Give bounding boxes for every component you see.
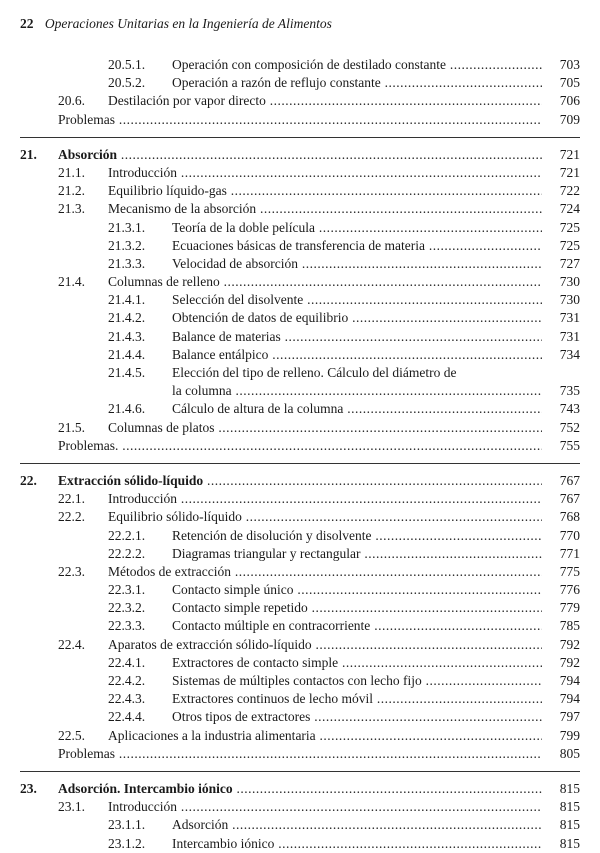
entry-number: 21.4.3. — [108, 328, 146, 344]
entry-number: 22.3.2. — [108, 600, 146, 616]
toc-entry[interactable] — [0, 400, 600, 418]
toc-entry[interactable] — [0, 545, 600, 563]
entry-number: 21.2. — [58, 183, 85, 199]
toc-entry[interactable] — [0, 237, 600, 255]
toc-entry[interactable] — [0, 798, 600, 816]
entry-number: 22.4.4. — [108, 709, 146, 725]
entry-title: Mecanismo de la absorción ..... — [108, 200, 542, 218]
toc-entry[interactable] — [0, 708, 600, 726]
toc-entry[interactable] — [0, 382, 600, 400]
entry-title: Problemas. ..... — [58, 437, 542, 455]
entry-page-number: 815 — [559, 817, 580, 833]
entry-page-number: 805 — [559, 745, 580, 761]
entry-number: 21. — [20, 146, 37, 162]
toc-entry[interactable] — [0, 581, 600, 599]
entry-number: 22.4.3. — [108, 691, 146, 707]
entry-page-number: 724 — [559, 201, 580, 217]
toc-entry[interactable] — [0, 654, 600, 672]
entry-number: 21.4.4. — [108, 346, 146, 362]
toc-problems-entry[interactable] — [0, 437, 600, 455]
entry-page-number: 779 — [559, 600, 580, 616]
toc-entry[interactable] — [0, 364, 600, 382]
toc-entry[interactable] — [0, 255, 600, 273]
entry-number: 21.3.1. — [108, 219, 146, 235]
entry-page-number: 743 — [559, 401, 580, 417]
entry-page-number: 709 — [559, 111, 580, 127]
entry-number: 22.4.1. — [108, 654, 146, 670]
entry-number: 21.3.3. — [108, 255, 146, 271]
entry-title: Sistemas de múltiples contactos con lecho fijo ..... — [172, 672, 542, 690]
entry-number: 20.5.2. — [108, 75, 146, 91]
entry-title: Absorción ..... — [58, 146, 542, 164]
entry-page-number: 725 — [559, 219, 580, 235]
toc-entry[interactable] — [0, 56, 600, 74]
entry-page-number: 721 — [559, 146, 580, 162]
toc-chapter-entry[interactable] — [0, 780, 600, 798]
entry-page-number: 815 — [559, 780, 580, 796]
entry-title: Extracción sólido-líquido ..... — [58, 472, 542, 490]
entry-number: 21.4.2. — [108, 310, 146, 326]
entry-title: la columna ..... — [172, 382, 542, 400]
entry-title: Aplicaciones a la industria alimentaria ..... — [108, 727, 542, 745]
entry-title: Problemas ..... — [58, 111, 542, 129]
entry-title: Contacto simple repetido ..... — [172, 599, 542, 617]
entry-number: 22.2.2. — [108, 545, 146, 561]
toc-chapter-entry[interactable] — [0, 146, 600, 164]
entry-number: 21.4.1. — [108, 292, 146, 308]
entry-page-number: 792 — [559, 636, 580, 652]
entry-title: Selección del disolvente ..... — [172, 291, 542, 309]
toc-entry[interactable] — [0, 490, 600, 508]
entry-page-number: 770 — [559, 527, 580, 543]
entry-page-number: 775 — [559, 563, 580, 579]
entry-number: 21.5. — [58, 419, 85, 435]
toc-entry[interactable] — [0, 508, 600, 526]
entry-number: 22.4. — [58, 636, 85, 652]
entry-number: 22. — [20, 472, 37, 488]
entry-page-number: 730 — [559, 274, 580, 290]
entry-page-number: 776 — [559, 582, 580, 598]
section-divider — [20, 463, 580, 464]
toc-entry[interactable] — [0, 219, 600, 237]
entry-number: 22.4.2. — [108, 673, 146, 688]
toc-entry[interactable] — [0, 599, 600, 617]
entry-title: Balance de materias ..... — [172, 328, 542, 346]
toc-entry[interactable] — [0, 182, 600, 200]
entry-number: 21.4. — [58, 274, 85, 290]
entry-title: Extractores de contacto simple ..... — [172, 654, 542, 672]
entry-title: Introducción ..... — [108, 490, 542, 508]
entry-title: Equilibrio sólido-líquido ..... — [108, 508, 542, 526]
entry-number: 21.3. — [58, 201, 85, 217]
entry-page-number: 721 — [559, 164, 580, 180]
entry-title: Elección del tipo de relleno. Cálculo del diámetro de — [172, 365, 457, 380]
entry-title: Extractores continuos de lecho móvil ..... — [172, 690, 542, 708]
entry-title: Problemas ..... — [58, 745, 542, 763]
entry-number: 21.3.2. — [108, 237, 146, 253]
entry-page-number: 797 — [559, 709, 580, 725]
entry-page-number: 755 — [559, 437, 580, 453]
entry-title: Aparatos de extracción sólido-líquido ..... — [108, 636, 542, 654]
entry-number: 23.1.1. — [108, 817, 146, 833]
toc-entry[interactable] — [0, 563, 600, 581]
entry-number: 22.3. — [58, 563, 85, 579]
entry-page-number: 794 — [559, 691, 580, 707]
entry-number: 21.4.6. — [108, 401, 146, 417]
entry-title: Retención de disolución y disolvente ..... — [172, 527, 542, 545]
entry-title: Teoría de la doble película ..... — [172, 219, 542, 237]
entry-title: Ecuaciones básicas de transferencia de materia ..... — [172, 237, 542, 255]
entry-page-number: 815 — [559, 799, 580, 815]
toc-entry[interactable] — [0, 346, 600, 364]
toc-problems-entry[interactable] — [0, 745, 600, 763]
entry-title: Operación a razón de reflujo constante ..... — [172, 74, 542, 92]
toc-entry[interactable] — [0, 273, 600, 291]
entry-page-number: 725 — [559, 237, 580, 253]
toc-entry[interactable] — [0, 291, 600, 309]
entry-page-number: 703 — [559, 57, 580, 72]
entry-title: Otros tipos de extractores ..... — [172, 708, 542, 726]
entry-title: Introducción ..... — [108, 164, 542, 182]
entry-number: 22.5. — [58, 727, 85, 743]
header-book-title: Operaciones Unitarias en la Ingeniería de Alimentos — [44, 16, 332, 31]
entry-page-number: 771 — [559, 545, 580, 561]
toc-entry[interactable] — [0, 164, 600, 182]
entry-page-number: 735 — [559, 383, 580, 399]
toc-entry[interactable] — [0, 835, 600, 853]
entry-page-number: 734 — [559, 346, 580, 362]
toc-chapter-entry[interactable] — [0, 472, 600, 490]
entry-page-number: 730 — [559, 292, 580, 308]
toc-problems-entry[interactable] — [0, 111, 600, 129]
toc-entry[interactable] — [0, 309, 600, 327]
toc-entry[interactable] — [0, 727, 600, 745]
entry-title: Equilibrio líquido-gas ..... — [108, 182, 542, 200]
entry-number: 20.6. — [58, 93, 85, 109]
header-page-number: 22 — [20, 16, 34, 31]
toc-entry[interactable] — [0, 527, 600, 545]
entry-page-number: 705 — [559, 75, 580, 91]
entry-number: 22.1. — [58, 491, 85, 507]
entry-page-number: 815 — [559, 835, 580, 851]
toc-entry[interactable] — [0, 419, 600, 437]
entry-page-number: 799 — [559, 727, 580, 743]
entry-title: Adsorción. Intercambio iónico ..... — [58, 780, 542, 798]
toc-entry[interactable] — [0, 200, 600, 218]
section-divider — [20, 137, 580, 138]
entry-page-number: 731 — [559, 328, 580, 344]
entry-title: Contacto múltiple en contracorriente ..... — [172, 617, 542, 635]
toc-entry[interactable] — [0, 690, 600, 708]
entry-number: 21.1. — [58, 164, 85, 180]
entry-page-number: 752 — [559, 419, 580, 435]
entry-number: 23.1. — [58, 799, 85, 815]
toc-entry[interactable] — [0, 816, 600, 834]
table-of-contents — [0, 56, 600, 853]
entry-title: Velocidad de absorción ..... — [172, 255, 542, 273]
entry-title: Destilación por vapor directo ..... — [108, 92, 542, 110]
toc-entry[interactable] — [0, 636, 600, 654]
entry-number: 22.2.1. — [108, 527, 146, 543]
entry-title: Operación con composición de destilado constante ..... — [172, 56, 542, 74]
toc-entry[interactable] — [0, 74, 600, 92]
entry-page-number: 767 — [559, 472, 580, 488]
entry-page-number: 792 — [559, 654, 580, 670]
entry-page-number: 722 — [559, 183, 580, 199]
entry-number: 22.3.3. — [108, 618, 146, 634]
toc-entry[interactable] — [0, 617, 600, 635]
entry-page-number: 785 — [559, 618, 580, 634]
entry-title: Intercambio iónico ..... — [172, 835, 542, 853]
entry-number: 23.1.2. — [108, 835, 146, 851]
entry-title: Introducción ..... — [108, 798, 542, 816]
entry-number: 21.4.5. — [108, 365, 146, 380]
toc-entry[interactable] — [0, 328, 600, 346]
entry-title: Balance entálpico ..... — [172, 346, 542, 364]
entry-page-number: 768 — [559, 509, 580, 525]
entry-title: Cálculo de altura de la columna ..... — [172, 400, 542, 418]
running-header — [20, 16, 332, 32]
entry-page-number: 706 — [559, 93, 580, 109]
toc-entry[interactable] — [0, 672, 600, 690]
entry-page-number: 767 — [559, 491, 580, 507]
entry-title: Columnas de platos ..... — [108, 419, 542, 437]
entry-title: Métodos de extracción ..... — [108, 563, 542, 581]
entry-title: Diagramas triangular y rectangular ..... — [172, 545, 542, 563]
entry-title: Contacto simple único ..... — [172, 581, 542, 599]
entry-title: Obtención de datos de equilibrio ..... — [172, 309, 542, 327]
entry-title: Columnas de relleno ..... — [108, 273, 542, 291]
entry-number: 22.2. — [58, 509, 85, 525]
entry-number: 23. — [20, 780, 37, 796]
entry-number: 22.3.1. — [108, 582, 146, 598]
entry-page-number: 727 — [559, 255, 580, 271]
entry-page-number: 731 — [559, 310, 580, 326]
entry-page-number: 794 — [559, 673, 580, 688]
toc-entry[interactable] — [0, 92, 600, 110]
entry-title: Adsorción ..... — [172, 816, 542, 834]
section-divider — [20, 771, 580, 772]
entry-number: 20.5.1. — [108, 57, 146, 72]
